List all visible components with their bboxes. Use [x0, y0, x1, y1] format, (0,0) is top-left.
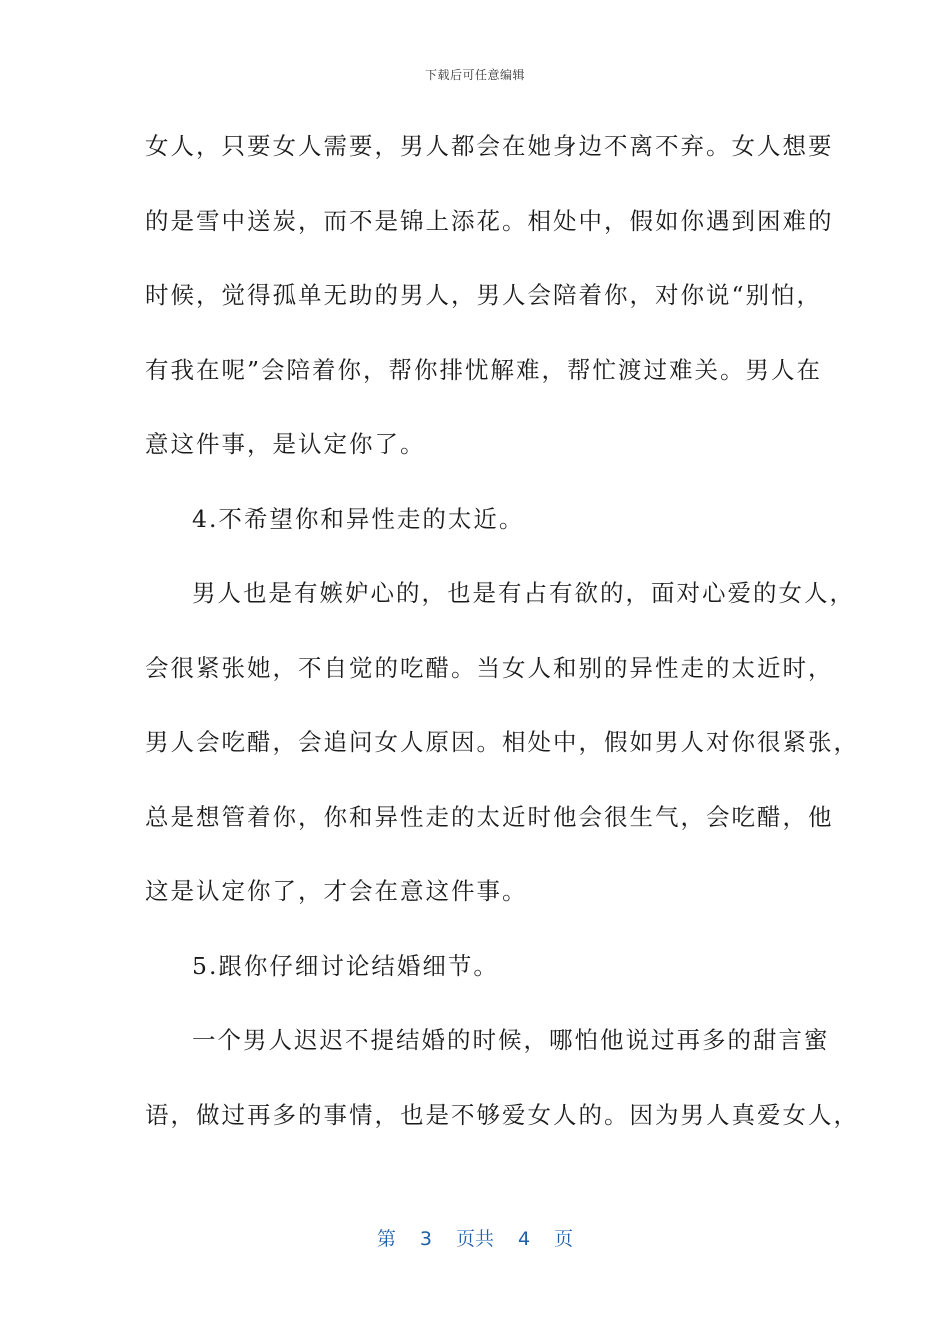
page-footer	[0, 1224, 950, 1251]
total-pages-number: 4	[518, 1228, 531, 1250]
text-line: 这是认定你了，才会在意这件事。	[145, 877, 528, 905]
current-page-number: 3	[419, 1228, 432, 1250]
text-line: 男人会吃醋，会追问女人原因。相处中，假如男人对你很紧张，	[145, 728, 859, 756]
header-note: 下载后可任意编辑	[424, 68, 525, 82]
text-line: 男人也是有嫉妒心的，也是有占有欲的，面对心爱的女人，	[192, 579, 855, 607]
text-line: 一个男人迟迟不提结婚的时候，哪怕他说过再多的甜言蜜	[192, 1026, 830, 1054]
footer-prefix: 第	[376, 1228, 396, 1250]
text-line: 总是想管着你，你和异性走的太近时他会很生气，会吃醋，他	[145, 802, 834, 831]
section-heading: 4.不希望你和异性走的太近。	[192, 504, 525, 533]
text-line: 意这件事，是认定你了。	[145, 430, 426, 458]
text-line: 女人，只要女人需要，男人都会在她身边不离不弃。女人想要	[145, 132, 834, 160]
text-line: 语，做过再多的事情，也是不够爱女人的。因为男人真爱女人，	[145, 1100, 859, 1129]
section-heading: 5.跟你仔细讨论结婚细节。	[192, 951, 499, 980]
footer-middle: 页共	[455, 1228, 494, 1250]
text-line: 时候，觉得孤单无助的男人，男人会陪着你，对你说“别怕，	[145, 281, 823, 309]
document-body	[145, 124, 859, 1167]
text-line: 会很紧张她，不自觉的吃醋。当女人和别的异性走的太近时，	[145, 653, 834, 682]
text-line: 的是雪中送炭，而不是锦上添花。相处中，假如你遇到困难的	[145, 206, 834, 235]
footer-suffix: 页	[554, 1228, 574, 1250]
text-line: 有我在呢”会陪着你，帮你排忧解难，帮忙渡过难关。男人在	[145, 355, 823, 384]
